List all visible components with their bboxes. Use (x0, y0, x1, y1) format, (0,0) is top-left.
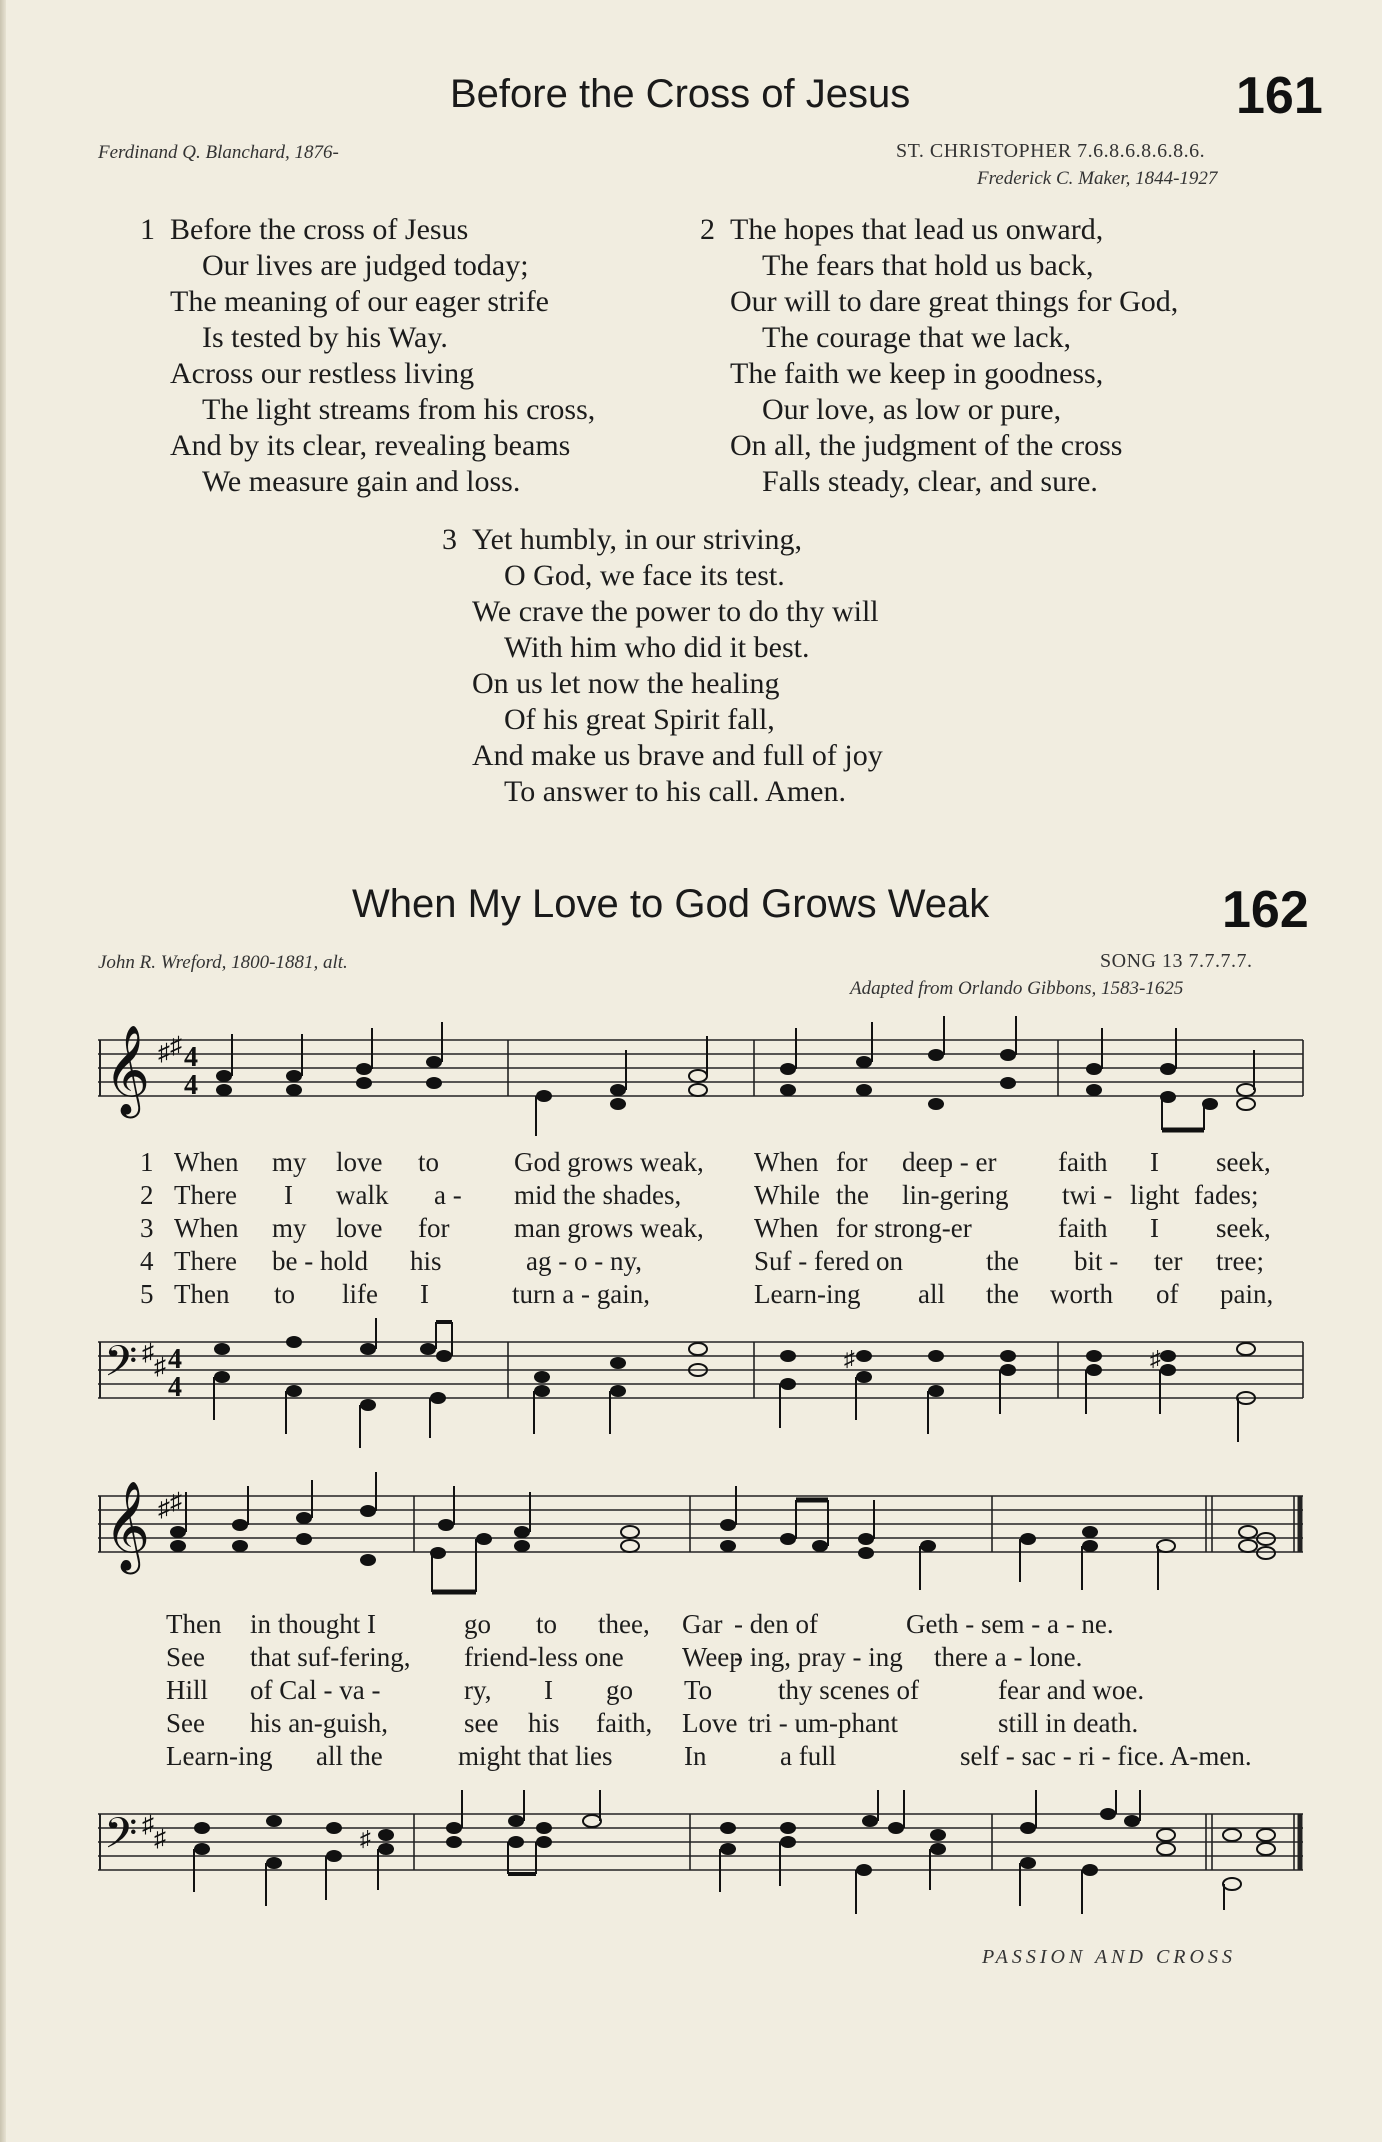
lyric-syllable: twi - (1062, 1180, 1113, 1210)
lyric-syllable: I (1150, 1147, 1159, 1177)
lyric-syllable: to (274, 1279, 296, 1309)
hymn-161-author: Ferdinand Q. Blanchard, 1876- (98, 142, 339, 163)
lyric-syllable: Hill (166, 1675, 209, 1705)
lyric-syllable: ter (1154, 1246, 1183, 1276)
hymn-161-title: Before the Cross of Jesus (450, 72, 911, 116)
lyric-syllable: See (166, 1642, 205, 1672)
svg-text:♯: ♯ (170, 1489, 182, 1515)
svg-text:4: 4 (168, 1372, 182, 1403)
stanza-line: With him who did it best. (504, 631, 810, 664)
stanza-line: Before the cross of Jesus (170, 213, 469, 246)
hymn-161-stanza-3 (442, 522, 883, 810)
verse-number: 2 (140, 1180, 154, 1210)
stanza-line: And by its clear, revealing beams (170, 429, 571, 462)
lyric-row (166, 1740, 1316, 1773)
lyric-syllable: Then (174, 1279, 230, 1309)
lyric-syllable: his (528, 1708, 560, 1738)
lyric-syllable: love (336, 1147, 383, 1177)
lyric-row (140, 1278, 1320, 1311)
lyric-syllable: When (754, 1147, 819, 1177)
svg-text:4: 4 (184, 1070, 198, 1101)
lyric-syllable: love (336, 1213, 383, 1243)
lyric-syllable: thy scenes of (778, 1675, 919, 1705)
stanza-line: Our will to dare great things for God, (730, 285, 1179, 318)
stanza-line: Of his great Spirit fall, (504, 703, 775, 736)
lyric-syllable: seek, (1216, 1213, 1271, 1243)
lyric-syllable: When (754, 1213, 819, 1243)
stanza-number: 1 (140, 213, 155, 246)
lyric-syllable: a full (780, 1741, 837, 1771)
verse-number: 1 (140, 1147, 154, 1177)
lyric-row (166, 1674, 1316, 1707)
lyric-syllable: see (464, 1708, 499, 1738)
hymn-162-number: 162 (1222, 881, 1309, 939)
lyric-syllable: the (986, 1246, 1019, 1276)
lyric-syllable: might that lies (458, 1741, 613, 1771)
stanza-line: And make us brave and full of joy (472, 739, 883, 772)
lyric-syllable: fear and woe. (998, 1675, 1145, 1705)
lyric-syllable: pain, (1220, 1279, 1274, 1309)
hymn-161-stanza-2 (700, 212, 1178, 500)
system-2-lyrics (166, 1608, 1316, 1773)
svg-text:4: 4 (168, 1344, 182, 1375)
lyric-syllable: my (272, 1147, 307, 1177)
svg-text:♯: ♯ (170, 1033, 182, 1059)
lyric-syllable: in thought I (250, 1609, 376, 1639)
hymn-162-author: John R. Wreford, 1800-1881, alt. (98, 952, 348, 973)
lyric-syllable: ag - o - ny, (526, 1246, 642, 1276)
system-2-treble-staff (98, 1466, 1306, 1606)
lyric-syllable: Then (166, 1609, 222, 1639)
lyric-syllable: worth (1050, 1279, 1113, 1309)
lyric-syllable: for strong-er (836, 1213, 972, 1243)
lyric-syllable: self - sac - ri - fice. A-men. (960, 1741, 1252, 1771)
lyric-syllable: tree; (1216, 1246, 1264, 1276)
stanza-line: On all, the judgment of the cross (730, 429, 1123, 462)
lyric-syllable: To (684, 1675, 713, 1705)
svg-text:𝄢: 𝄢 (104, 1809, 138, 1869)
svg-text:♯: ♯ (844, 1346, 855, 1371)
svg-text:4: 4 (184, 1042, 198, 1073)
hymn-161-stanza-1 (140, 212, 595, 500)
page-edge (0, 0, 6, 2142)
svg-text:♯: ♯ (142, 1812, 154, 1838)
lyric-syllable: When (174, 1147, 239, 1177)
lyric-syllable: walk (336, 1180, 389, 1210)
stanza-line: To answer to his call. Amen. (504, 775, 846, 808)
lyric-syllable: I (544, 1675, 553, 1705)
lyric-syllable: seek, (1216, 1147, 1271, 1177)
lyric-syllable: all (918, 1279, 945, 1309)
lyric-row (140, 1245, 1320, 1278)
lyric-syllable: light (1130, 1180, 1180, 1210)
lyric-syllable: Learn-ing (166, 1741, 273, 1771)
lyric-syllable: faith (1058, 1213, 1108, 1243)
lyric-syllable: ry, (464, 1675, 492, 1705)
lyric-syllable: While (754, 1180, 820, 1210)
lyric-syllable: to (418, 1147, 440, 1177)
lyric-syllable: my (272, 1213, 307, 1243)
lyric-row (166, 1641, 1316, 1674)
page-category-footer: PASSION AND CROSS (982, 1946, 1236, 1968)
lyric-syllable: In (684, 1741, 707, 1771)
stanza-line: Our love, as low or pure, (762, 393, 1062, 426)
lyric-syllable: I (284, 1180, 293, 1210)
lyric-syllable: There (174, 1246, 237, 1276)
hymn-161-composer: Frederick C. Maker, 1844-1927 (977, 168, 1218, 189)
lyric-syllable: Love (682, 1708, 738, 1738)
svg-text:♯: ♯ (1150, 1346, 1161, 1371)
lyric-syllable: deep - er (902, 1147, 997, 1177)
svg-text:♯: ♯ (142, 1340, 154, 1366)
verse-number: 5 (140, 1279, 154, 1309)
lyric-syllable: go (606, 1675, 633, 1705)
lyric-row (166, 1608, 1316, 1641)
svg-text:♯: ♯ (154, 1354, 166, 1380)
hymn-162-composer: Adapted from Orlando Gibbons, 1583-1625 (850, 978, 1184, 999)
lyric-syllable: Learn-ing (754, 1279, 861, 1309)
svg-text:♯: ♯ (158, 1040, 170, 1066)
svg-text:♯: ♯ (360, 1826, 371, 1851)
lyric-syllable: his (410, 1246, 442, 1276)
lyric-syllable: be - hold (272, 1246, 368, 1276)
system-1-bass-staff (98, 1318, 1306, 1458)
lyric-syllable: his an-guish, (250, 1708, 388, 1738)
lyric-syllable: tri - um-phant (748, 1708, 898, 1738)
stanza-line: Is tested by his Way. (202, 321, 448, 354)
lyric-syllable: When (174, 1213, 239, 1243)
lyric-syllable: Suf - fered (754, 1246, 870, 1276)
lyric-syllable: I (1150, 1213, 1159, 1243)
lyric-syllable: - ing, pray - ing (734, 1642, 903, 1672)
stanza-line: Our lives are judged today; (202, 249, 529, 282)
stanza-line: We crave the power to do thy will (472, 595, 879, 628)
lyric-syllable: I (420, 1279, 429, 1309)
lyric-syllable: God grows weak, (514, 1147, 704, 1177)
lyric-syllable: Weep (682, 1642, 743, 1672)
lyric-syllable: thee, (598, 1609, 650, 1639)
svg-text:♯: ♯ (158, 1496, 170, 1522)
lyric-row (140, 1212, 1320, 1245)
lyric-syllable: fades; (1194, 1180, 1259, 1210)
lyric-syllable: there a - lone. (934, 1642, 1083, 1672)
lyric-row (166, 1707, 1316, 1740)
stanza-number: 2 (700, 213, 715, 246)
lyric-syllable: mid the shades, (514, 1180, 682, 1210)
system-1-lyrics (140, 1146, 1320, 1311)
lyric-syllable: still in death. (998, 1708, 1139, 1738)
lyric-syllable: faith (1058, 1147, 1108, 1177)
stanza-line: The light streams from his cross, (202, 393, 596, 426)
lyric-syllable: for (836, 1147, 868, 1177)
lyric-syllable: bit - (1074, 1246, 1119, 1276)
svg-text:♯: ♯ (154, 1826, 166, 1852)
lyric-syllable: life (342, 1279, 378, 1309)
stanza-line: Falls steady, clear, and sure. (762, 465, 1098, 498)
lyric-syllable: go (464, 1609, 491, 1639)
lyric-syllable: for (418, 1213, 450, 1243)
svg-text:𝄞: 𝄞 (104, 1025, 151, 1115)
lyric-syllable: that suf-fering, (250, 1642, 411, 1672)
lyric-syllable: on (876, 1246, 903, 1276)
lyric-syllable: There (174, 1180, 237, 1210)
stanza-line: The meaning of our eager strife (170, 285, 549, 318)
lyric-syllable: faith, (596, 1708, 653, 1738)
lyric-row (140, 1179, 1320, 1212)
svg-text:𝄞: 𝄞 (104, 1481, 151, 1571)
system-2-bass-staff (98, 1790, 1306, 1920)
stanza-line: The fears that hold us back, (762, 249, 1094, 282)
stanza-line: Across our restless living (170, 357, 475, 390)
lyric-syllable: Gar (682, 1609, 723, 1639)
lyric-syllable: friend-less one (464, 1642, 624, 1672)
lyric-syllable: - den of (734, 1609, 818, 1639)
lyric-syllable: to (536, 1609, 558, 1639)
stanza-line: We measure gain and loss. (202, 465, 521, 498)
stanza-line: Yet humbly, in our striving, (472, 523, 803, 556)
system-1-treble-staff (98, 1010, 1306, 1140)
stanza-line: The courage that we lack, (762, 321, 1072, 354)
lyric-syllable: all the (316, 1741, 383, 1771)
svg-text:𝄢: 𝄢 (104, 1337, 138, 1397)
lyric-syllable: a - (434, 1180, 462, 1210)
hymn-162-tune: SONG 13 7.7.7.7. (1100, 950, 1253, 972)
lyric-syllable: lin-gering (902, 1180, 1009, 1210)
hymn-161-number: 161 (1236, 67, 1323, 125)
lyric-row (140, 1146, 1320, 1179)
stanza-line: On us let now the healing (472, 667, 780, 700)
lyric-syllable: man grows weak, (514, 1213, 704, 1243)
verse-number: 3 (140, 1213, 154, 1243)
lyric-syllable: the (986, 1279, 1019, 1309)
lyric-syllable: See (166, 1708, 205, 1738)
hymn-161-tune: ST. CHRISTOPHER 7.6.8.6.8.6.8.6. (896, 140, 1206, 162)
verse-number: 4 (140, 1246, 154, 1276)
stanza-number: 3 (442, 523, 457, 556)
lyric-syllable: of (1156, 1279, 1179, 1309)
stanza-line: The faith we keep in goodness, (730, 357, 1104, 390)
lyric-syllable: turn a - gain, (512, 1279, 650, 1309)
stanza-line: The hopes that lead us onward, (730, 213, 1104, 246)
hymn-162-title: When My Love to God Grows Weak (352, 882, 990, 926)
lyric-syllable: of Cal - va - (250, 1675, 381, 1705)
lyric-syllable: Geth - sem - a - ne. (906, 1609, 1114, 1639)
lyric-syllable: the (836, 1180, 869, 1210)
stanza-line: O God, we face its test. (504, 559, 785, 592)
